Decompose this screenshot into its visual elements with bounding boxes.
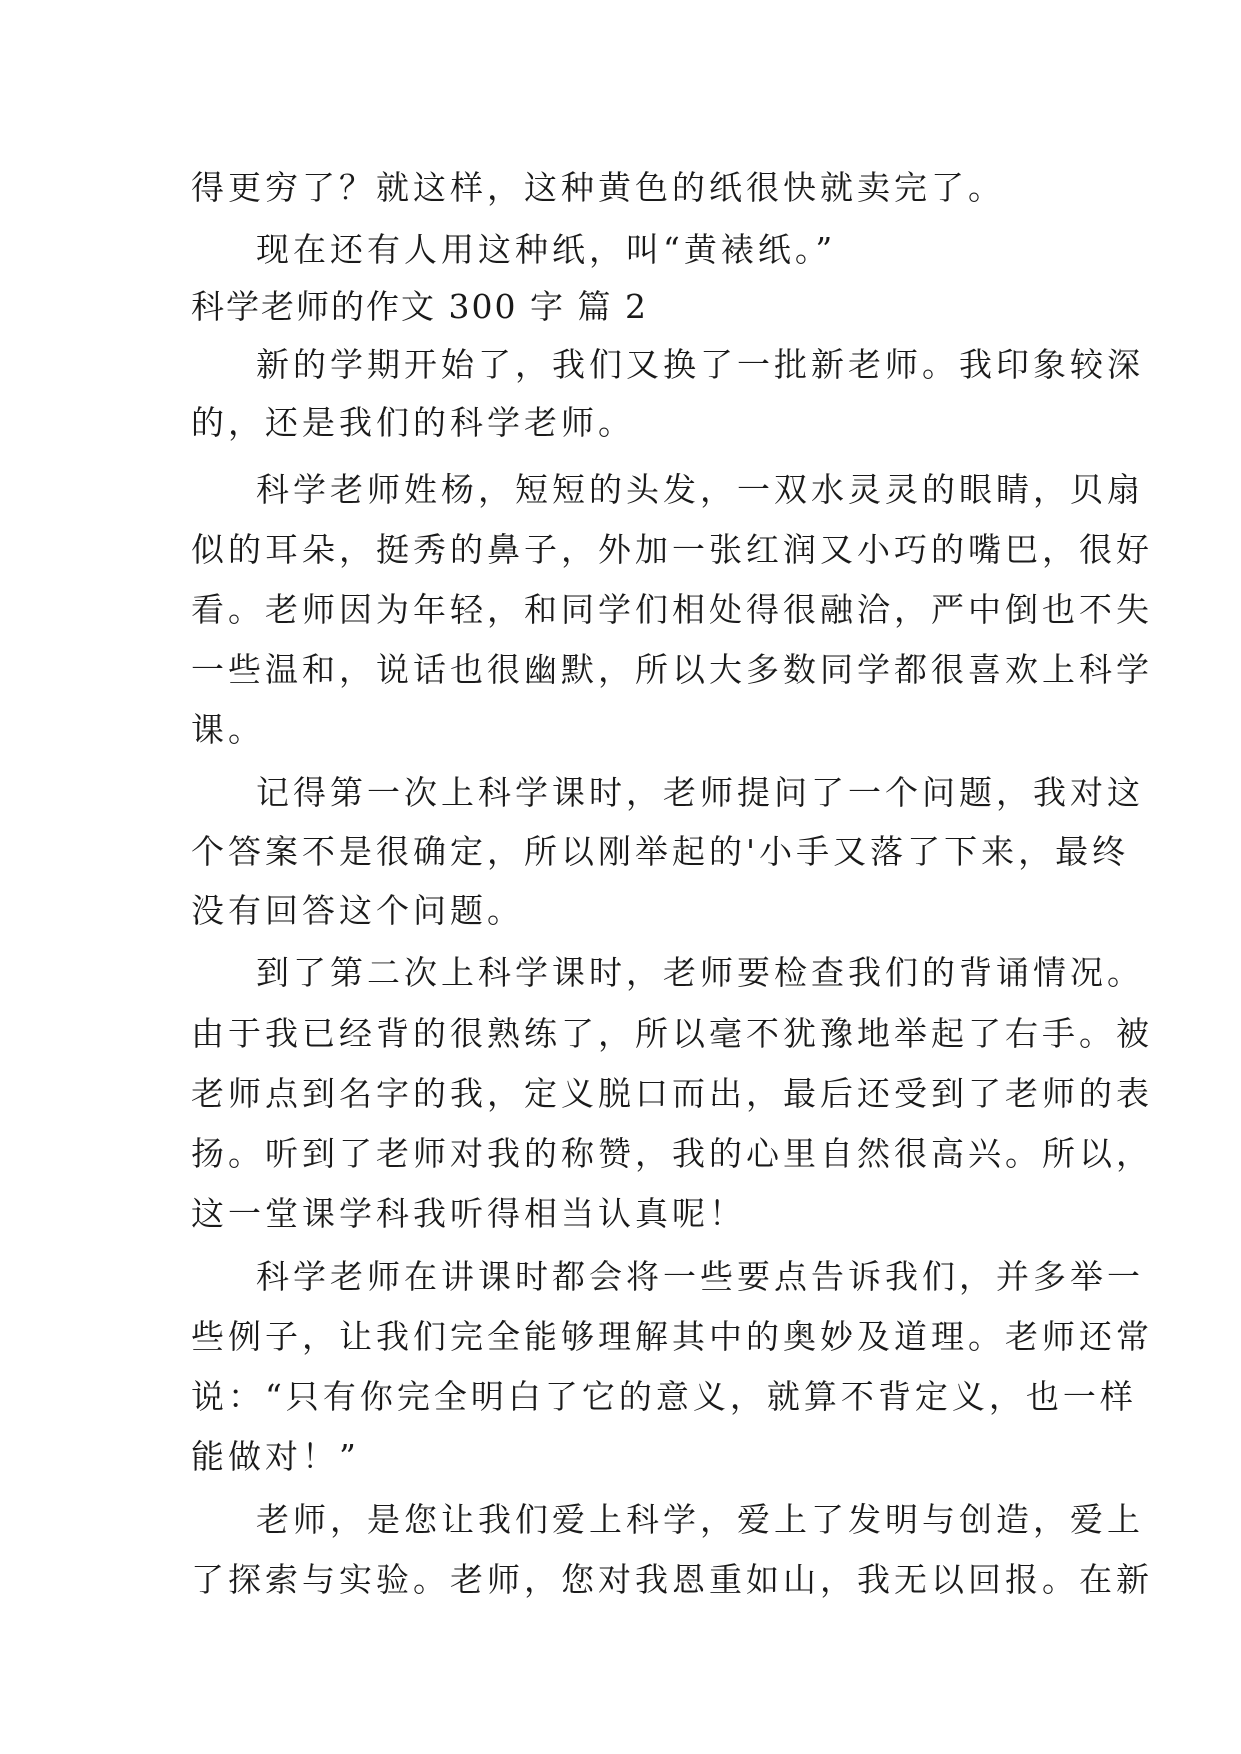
text-line: 到了第二次上科学课时，老师要检查我们的背诵情况。 (256, 953, 1144, 992)
text-line: 课。 (191, 710, 265, 749)
text-line: 的，还是我们的科学老师。 (191, 403, 635, 442)
text-line: 科学老师在讲课时都会将一些要点告诉我们，并多举一 (256, 1257, 1144, 1296)
text-line: 没有回答这个问题。 (191, 891, 524, 930)
text-line: 似的耳朵，挺秀的鼻子，外加一张红润又小巧的嘴巴，很好 (191, 530, 1153, 569)
text-line: 扬。听到了老师对我的称赞，我的心里自然很高兴。所以， (191, 1134, 1153, 1173)
text-line: 老师点到名字的我，定义脱口而出，最后还受到了老师的表 (191, 1074, 1153, 1113)
text-line: 记得第一次上科学课时，老师提问了一个问题，我对这 (256, 773, 1144, 812)
text-line: 这一堂课学科我听得相当认真呢！ (191, 1194, 746, 1233)
text-line: 新的学期开始了，我们又换了一批新老师。我印象较深 (256, 345, 1144, 384)
section-heading: 科学老师的作文 300 字 篇 2 (191, 287, 648, 326)
text-line: 看。老师因为年轻，和同学们相处得很融洽，严中倒也不失 (191, 590, 1153, 629)
text-line: 了探索与实验。老师，您对我恩重如山，我无以回报。在新 (191, 1560, 1153, 1599)
text-line: 个答案不是很确定，所以刚举起的'小手又落了下来，最终 (191, 832, 1130, 871)
text-line: 些例子，让我们完全能够理解其中的奥妙及道理。老师还常 (191, 1317, 1153, 1356)
text-line: 科学老师姓杨，短短的头发，一双水灵灵的眼睛，贝扇 (256, 470, 1144, 509)
text-line: 得更穷了？就这样，这种黄色的纸很快就卖完了。 (191, 168, 1005, 207)
text-line: 一些温和，说话也很幽默，所以大多数同学都很喜欢上科学 (191, 650, 1153, 689)
text-line: 能做对！” (191, 1437, 360, 1476)
text-line: 现在还有人用这种纸，叫“黄裱纸。” (256, 230, 837, 269)
text-line: 老师，是您让我们爱上科学，爱上了发明与创造，爱上 (256, 1500, 1144, 1539)
text-line: 说：“只有你完全明白了它的意义，就算不背定义，也一样 (191, 1377, 1137, 1416)
text-line: 由于我已经背的很熟练了，所以毫不犹豫地举起了右手。被 (191, 1014, 1153, 1053)
